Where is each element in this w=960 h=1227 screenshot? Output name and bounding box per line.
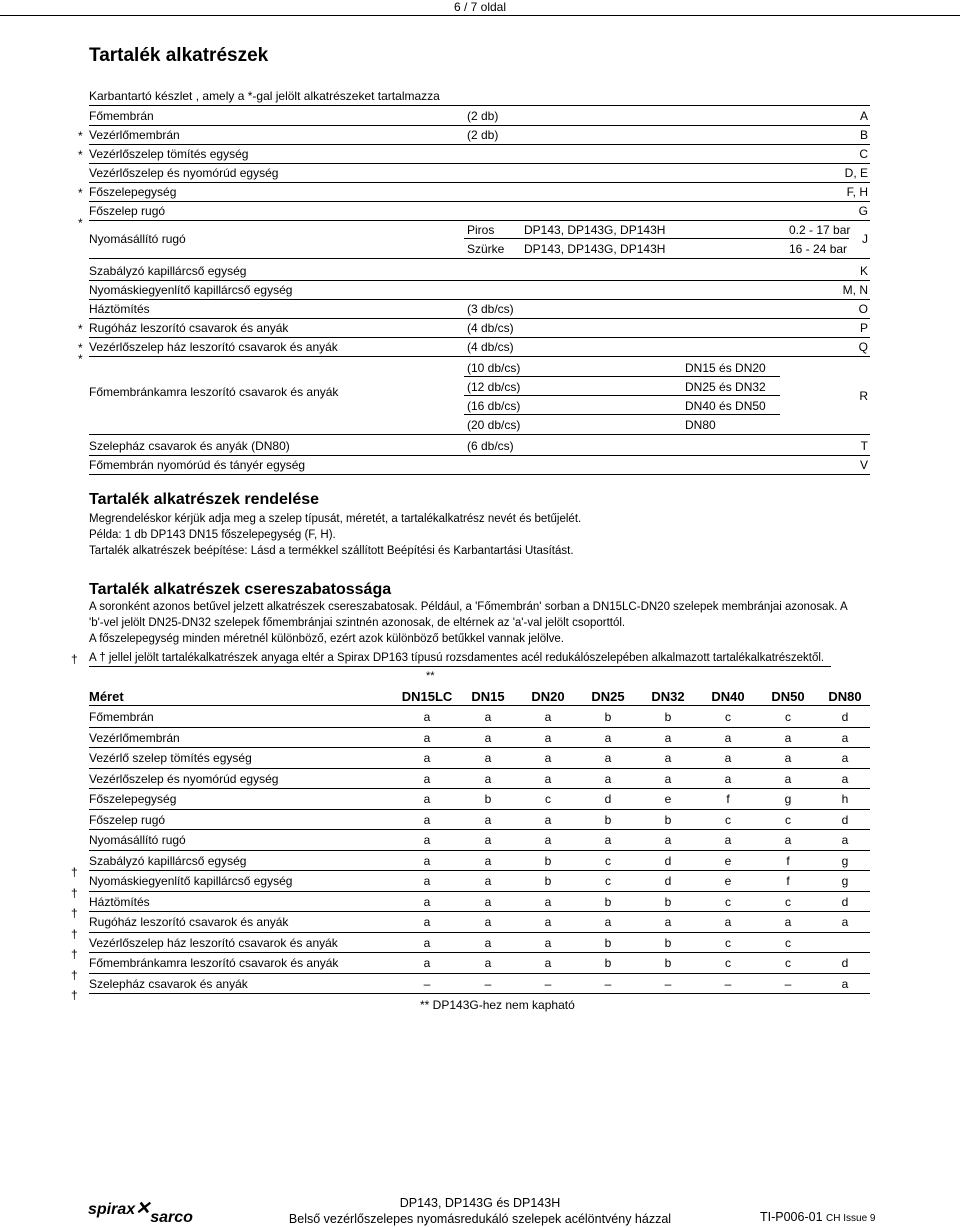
table-cell: a <box>604 833 612 847</box>
table-cell: c <box>725 812 731 827</box>
table-cell: a <box>841 751 849 765</box>
part-name: Vezérlőszelep tömítés egység <box>89 147 249 161</box>
table-cell: a <box>423 812 431 827</box>
table-cell: a <box>484 710 492 724</box>
part-qty: (2 db) <box>467 128 499 142</box>
table-cell: a <box>484 730 492 745</box>
bolts-size: DN25 és DN32 <box>685 380 766 394</box>
part-code: B <box>859 128 868 142</box>
dagger-note-rule <box>89 666 831 667</box>
table-row-label: Vezérlőszelep és nyomórúd egység <box>89 771 279 786</box>
table-cell: a <box>484 853 492 868</box>
section-title-ordering: Tartalék alkatrészek rendelése <box>89 491 320 508</box>
table-row <box>89 892 870 913</box>
bolts-qty: (12 db/cs) <box>467 380 521 394</box>
table-cell: a <box>484 915 492 929</box>
table-cell: a <box>544 956 552 970</box>
table-row-label: Háztömítés <box>89 894 150 909</box>
table-cell: a <box>423 710 431 724</box>
table-row-label: Szelepház csavarok és anyák <box>89 976 248 991</box>
table-cell: a <box>423 792 431 806</box>
table-cell: a <box>423 874 431 888</box>
part-code: P <box>859 321 868 335</box>
table-cell: a <box>841 976 849 991</box>
bolts-name: Főmembránkamra leszorító csavarok és anyák <box>89 385 339 399</box>
table-cell: f <box>726 792 730 806</box>
table-cell: c <box>545 792 551 806</box>
star-mark: * <box>78 341 83 355</box>
table-cell: b <box>544 853 552 868</box>
part-code: A <box>859 109 868 123</box>
bolts-divider <box>464 376 780 377</box>
dagger-note: A † jellel jelölt tartalékalkatrészek anyaga eltér a Spirax DP163 típusú rozsdamentes acél redukálószelepében alkalmazott tartalékalkatrészektől. <box>89 652 825 664</box>
page-number: 6 / 7 oldal <box>453 0 507 14</box>
table-header-size: DN25 <box>591 689 625 704</box>
table-cell: d <box>841 812 849 827</box>
table-cell: – <box>484 976 492 991</box>
table-cell: a <box>544 833 552 847</box>
table-cell: b <box>604 956 612 970</box>
table-cell: c <box>605 853 611 868</box>
table-cell: a <box>423 730 431 745</box>
part-row <box>89 299 870 319</box>
table-cell: b <box>604 935 612 950</box>
table-cell: b <box>664 710 672 724</box>
part-name: Rugóház leszorító csavarok és anyák <box>89 321 289 335</box>
table-row <box>89 789 870 810</box>
table-row <box>89 953 870 974</box>
part-code: F, H <box>846 185 868 199</box>
table-cell: a <box>664 751 672 765</box>
table-cell: b <box>484 792 492 806</box>
table-cell: a <box>604 730 612 745</box>
table-cell: a <box>423 853 431 868</box>
interchange-line: 'b'-vel jelölt DN25-DN32 szelepek főmembránjai szintnén azonosak, de eltérnek az 'a'-val jelölt csoporttól. <box>89 617 626 629</box>
table-cell: a <box>423 915 431 929</box>
part-code: K <box>859 264 868 278</box>
table-cell: a <box>484 935 492 950</box>
table-cell: a <box>484 874 492 888</box>
table-cell: a <box>423 833 431 847</box>
table-cell: a <box>423 751 431 765</box>
table-cell: b <box>664 935 672 950</box>
dagger-mark: † <box>71 906 78 920</box>
bolts-size: DN40 és DN50 <box>685 399 766 413</box>
table-row <box>89 830 870 851</box>
table-cell: a <box>724 833 732 847</box>
table-cell: a <box>423 935 431 950</box>
table-cell: a <box>664 915 672 929</box>
table-cell: a <box>841 833 849 847</box>
table-row-label: Vezérlőszelep ház leszorító csavarok és anyák <box>89 935 338 950</box>
table-cell: a <box>784 730 792 745</box>
part-name: Nyomáskiegyenlítő kapillárcső egység <box>89 283 293 297</box>
part-name: Főszelep rugó <box>89 204 166 218</box>
table-cell: b <box>604 894 612 909</box>
table-header-size: DN20 <box>531 689 565 704</box>
star-mark: * <box>78 322 83 336</box>
table-row <box>89 851 870 872</box>
table-cell: d <box>664 853 672 868</box>
table-row-label: Nyomáskiegyenlítő kapillárcső egység <box>89 874 293 888</box>
table-cell: a <box>664 771 672 786</box>
table-cell: a <box>423 956 431 970</box>
table-footnote: ** DP143G-hez nem kapható <box>420 998 575 1012</box>
table-cell: d <box>841 894 849 909</box>
part-row <box>89 125 870 145</box>
table-cell: a <box>664 730 672 745</box>
intro-text: Karbantartó készlet , amely a *-gal jelölt alkatrészeket tartalmazza <box>89 89 440 103</box>
table-cell: a <box>604 915 612 929</box>
table-row-label: Nyomásállító rugó <box>89 833 186 847</box>
star-mark: * <box>78 352 83 366</box>
part-code: M, N <box>842 283 868 297</box>
spring-divider <box>464 238 849 239</box>
table-cell: a <box>724 751 732 765</box>
table-cell: c <box>725 935 731 950</box>
part-row <box>89 261 870 281</box>
table-cell: a <box>544 812 552 827</box>
part-name: Vezérlőmembrán <box>89 128 180 142</box>
table-cell: – <box>784 976 792 991</box>
part-name: Háztömítés <box>89 302 150 316</box>
table-row-label: Vezérlő szelep tömítés egység <box>89 751 252 765</box>
double-star-mark: ** <box>426 670 435 682</box>
part-code: G <box>858 204 868 218</box>
interchange-line: A soronként azonos betűvel jelzett alkatrészek csereszabatosak. Például, a 'Főmembrán' sorban a DN15LC-DN20 szelepek membránjai azonosak. A <box>89 601 848 613</box>
table-cell: a <box>784 751 792 765</box>
table-cell: f <box>786 874 790 888</box>
bolts-divider <box>464 395 780 396</box>
table-cell: a <box>544 710 552 724</box>
table-cell: e <box>664 792 672 806</box>
doc-suffix: CH Issue 9 <box>826 1213 876 1224</box>
table-cell: b <box>544 874 552 888</box>
table-cell: a <box>544 751 552 765</box>
spring-models: DP143, DP143G, DP143H <box>524 242 666 256</box>
table-cell: a <box>841 730 849 745</box>
table-cell: a <box>484 751 492 765</box>
part-row <box>89 201 870 221</box>
table-cell: d <box>841 956 849 970</box>
part-code: Q <box>858 340 868 354</box>
part-qty: (2 db) <box>467 109 499 123</box>
table-cell: – <box>423 976 431 991</box>
table-row-label: Főmembránkamra leszorító csavarok és anyák <box>89 956 339 970</box>
table-cell: – <box>604 976 612 991</box>
table-cell: a <box>484 956 492 970</box>
logo-top: spirax <box>88 1201 136 1218</box>
table-cell: b <box>664 812 672 827</box>
table-row <box>89 769 870 790</box>
table-cell: g <box>784 792 792 806</box>
table-cell: c <box>605 874 611 888</box>
part-qty: (6 db/cs) <box>467 439 514 453</box>
section-title-spare-parts: Tartalék alkatrészek <box>89 45 269 66</box>
part-name: Főmembrán nyomórúd és tányér egység <box>89 458 306 472</box>
footer-title-line2: Belső vezérlőszelepes nyomásredukáló szelepek acélöntvény házzal <box>288 1212 672 1226</box>
table-row-label: Főszelepegység <box>89 792 177 806</box>
table-cell: c <box>725 894 731 909</box>
part-code: O <box>858 302 868 316</box>
table-cell: a <box>784 833 792 847</box>
star-mark: * <box>78 186 83 200</box>
part-name: Vezérlőszelep ház leszorító csavarok és anyák <box>89 340 338 354</box>
dagger-mark: † <box>71 865 78 879</box>
table-cell: f <box>786 853 790 868</box>
part-row <box>89 163 870 183</box>
table-row <box>89 728 870 749</box>
part-qty: (3 db/cs) <box>467 302 514 316</box>
table-cell: – <box>724 976 732 991</box>
table-header-label: Méret <box>89 689 124 704</box>
table-row-label: Vezérlőmembrán <box>89 730 180 745</box>
table-cell: h <box>841 792 849 806</box>
table-header-row <box>89 686 870 706</box>
table-cell: a <box>724 915 732 929</box>
table-cell: b <box>604 812 612 827</box>
part-row <box>89 455 870 475</box>
table-cell: a <box>841 915 849 929</box>
spring-range: 16 - 24 bar <box>789 242 848 256</box>
spirax-sarco-logo: spirax✕sarco <box>88 1198 193 1226</box>
part-row <box>89 337 870 357</box>
table-cell: b <box>664 894 672 909</box>
spring-code: J <box>862 232 868 246</box>
table-row-label: Szabályzó kapillárcső egység <box>89 853 247 868</box>
table-cell: a <box>423 894 431 909</box>
table-row <box>89 810 870 831</box>
footer-title-line1: DP143, DP143G és DP143H <box>399 1196 561 1210</box>
intro-row <box>89 86 870 106</box>
table-cell: a <box>544 915 552 929</box>
table-cell: a <box>724 771 732 786</box>
table-header-size: DN32 <box>651 689 685 704</box>
part-name: Szelepház csavarok és anyák (DN80) <box>89 439 290 453</box>
bolts-divider <box>464 414 780 415</box>
table-cell: a <box>604 751 612 765</box>
table-cell: – <box>664 976 672 991</box>
part-name: Főmembrán <box>89 109 154 123</box>
part-name: Szabályzó kapillárcső egység <box>89 264 247 278</box>
bolts-row <box>89 358 870 435</box>
bolts-size: DN15 és DN20 <box>685 361 766 375</box>
table-cell: a <box>664 833 672 847</box>
doc-code: TI-P006-01 <box>760 1210 823 1224</box>
table-cell: a <box>784 771 792 786</box>
dagger-mark: † <box>71 926 78 941</box>
ordering-line: Példa: 1 db DP143 DN15 főszelepegység (F, H). <box>89 529 336 541</box>
part-row <box>89 182 870 202</box>
spring-color: Piros <box>467 223 495 237</box>
dagger-mark: † <box>71 885 78 900</box>
table-cell: b <box>604 710 612 724</box>
table-cell: d <box>604 792 612 806</box>
part-code: T <box>860 439 868 453</box>
spring-range: 0.2 - 17 bar <box>789 223 851 237</box>
table-header-size: DN15 <box>471 689 505 704</box>
table-header-size: DN40 <box>711 689 745 704</box>
table-cell: – <box>544 976 552 991</box>
table-cell: a <box>544 771 552 786</box>
ordering-line: Tartalék alkatrészek beépítése: Lásd a termékkel szállított Beépítési és Karbantartási Utasítást. <box>89 545 574 557</box>
table-row <box>89 912 870 933</box>
bolts-qty: (10 db/cs) <box>467 361 521 375</box>
table-cell: a <box>784 915 792 929</box>
star-mark: * <box>78 148 83 162</box>
table-header-size: DN15LC <box>401 689 453 704</box>
table-cell: g <box>841 853 849 868</box>
footer-doc-code <box>760 1210 875 1224</box>
part-code: D, E <box>844 166 868 180</box>
table-cell: c <box>785 894 791 909</box>
table-cell: a <box>724 730 732 745</box>
table-cell: g <box>841 874 849 888</box>
table-cell: e <box>724 874 732 888</box>
part-code: C <box>859 147 868 161</box>
table-cell: a <box>604 771 612 786</box>
table-cell: a <box>423 771 431 786</box>
part-code: V <box>859 458 868 472</box>
table-cell: c <box>785 710 791 724</box>
dagger-mark: † <box>71 947 78 961</box>
table-row <box>89 707 870 728</box>
part-name: Főszelepegység <box>89 185 177 199</box>
table-row-label: Rugóház leszorító csavarok és anyák <box>89 915 289 929</box>
ordering-line: Megrendeléskor kérjük adja meg a szelep típusát, méretét, a tartalékalkatrész nevét és betűjelét. <box>89 513 582 525</box>
table-cell: c <box>785 956 791 970</box>
table-row <box>89 871 870 892</box>
table-cell: c <box>785 812 791 827</box>
section-title-interchangeability: Tartalék alkatrészek csereszabatossága <box>89 581 392 598</box>
table-row <box>89 748 870 769</box>
star-mark: * <box>78 216 83 230</box>
spring-name: Nyomásállító rugó <box>89 232 186 246</box>
table-cell: d <box>664 874 672 888</box>
dagger-mark: † <box>71 988 78 1002</box>
bolts-size: DN80 <box>685 418 716 432</box>
spring-models: DP143, DP143G, DP143H <box>524 223 666 237</box>
bolts-code: R <box>859 389 868 403</box>
part-row <box>89 318 870 338</box>
star-mark: * <box>78 129 83 143</box>
top-rule <box>0 15 960 16</box>
table-row-label: Főmembrán <box>89 710 154 724</box>
table-cell: b <box>664 956 672 970</box>
dagger-mark: † <box>71 652 78 666</box>
dagger-mark: † <box>71 967 78 982</box>
part-row <box>89 144 870 164</box>
spring-row <box>89 220 870 259</box>
part-qty: (4 db/cs) <box>467 321 514 335</box>
table-row <box>89 974 870 995</box>
table-cell: a <box>484 771 492 786</box>
spring-color: Szürke <box>467 242 505 256</box>
table-cell: c <box>725 956 731 970</box>
table-cell: c <box>725 710 731 724</box>
bolts-qty: (16 db/cs) <box>467 399 521 413</box>
part-qty: (4 db/cs) <box>467 340 514 354</box>
bolts-qty: (20 db/cs) <box>467 418 521 432</box>
table-cell: a <box>544 730 552 745</box>
part-row <box>89 280 870 300</box>
table-cell: a <box>484 894 492 909</box>
table-cell: a <box>841 771 849 786</box>
table-cell: a <box>544 894 552 909</box>
table-cell: a <box>544 935 552 950</box>
interchange-line: A főszelepegység minden méretnél különböző, ezért azok különböző betűkkel vannak jelölve. <box>89 633 564 645</box>
part-name: Vezérlőszelep és nyomórúd egység <box>89 166 279 180</box>
logo-bottom: sarco <box>150 1209 193 1226</box>
table-cell: d <box>841 710 849 724</box>
table-cell: a <box>484 833 492 847</box>
table-row <box>89 933 870 954</box>
table-cell: c <box>785 935 791 950</box>
part-row <box>89 436 870 456</box>
table-header-size: DN50 <box>771 689 805 704</box>
part-row <box>89 106 870 126</box>
table-cell: e <box>724 853 732 868</box>
table-row-label: Főszelep rugó <box>89 812 166 827</box>
table-cell: a <box>484 812 492 827</box>
table-header-size: DN80 <box>828 689 862 704</box>
